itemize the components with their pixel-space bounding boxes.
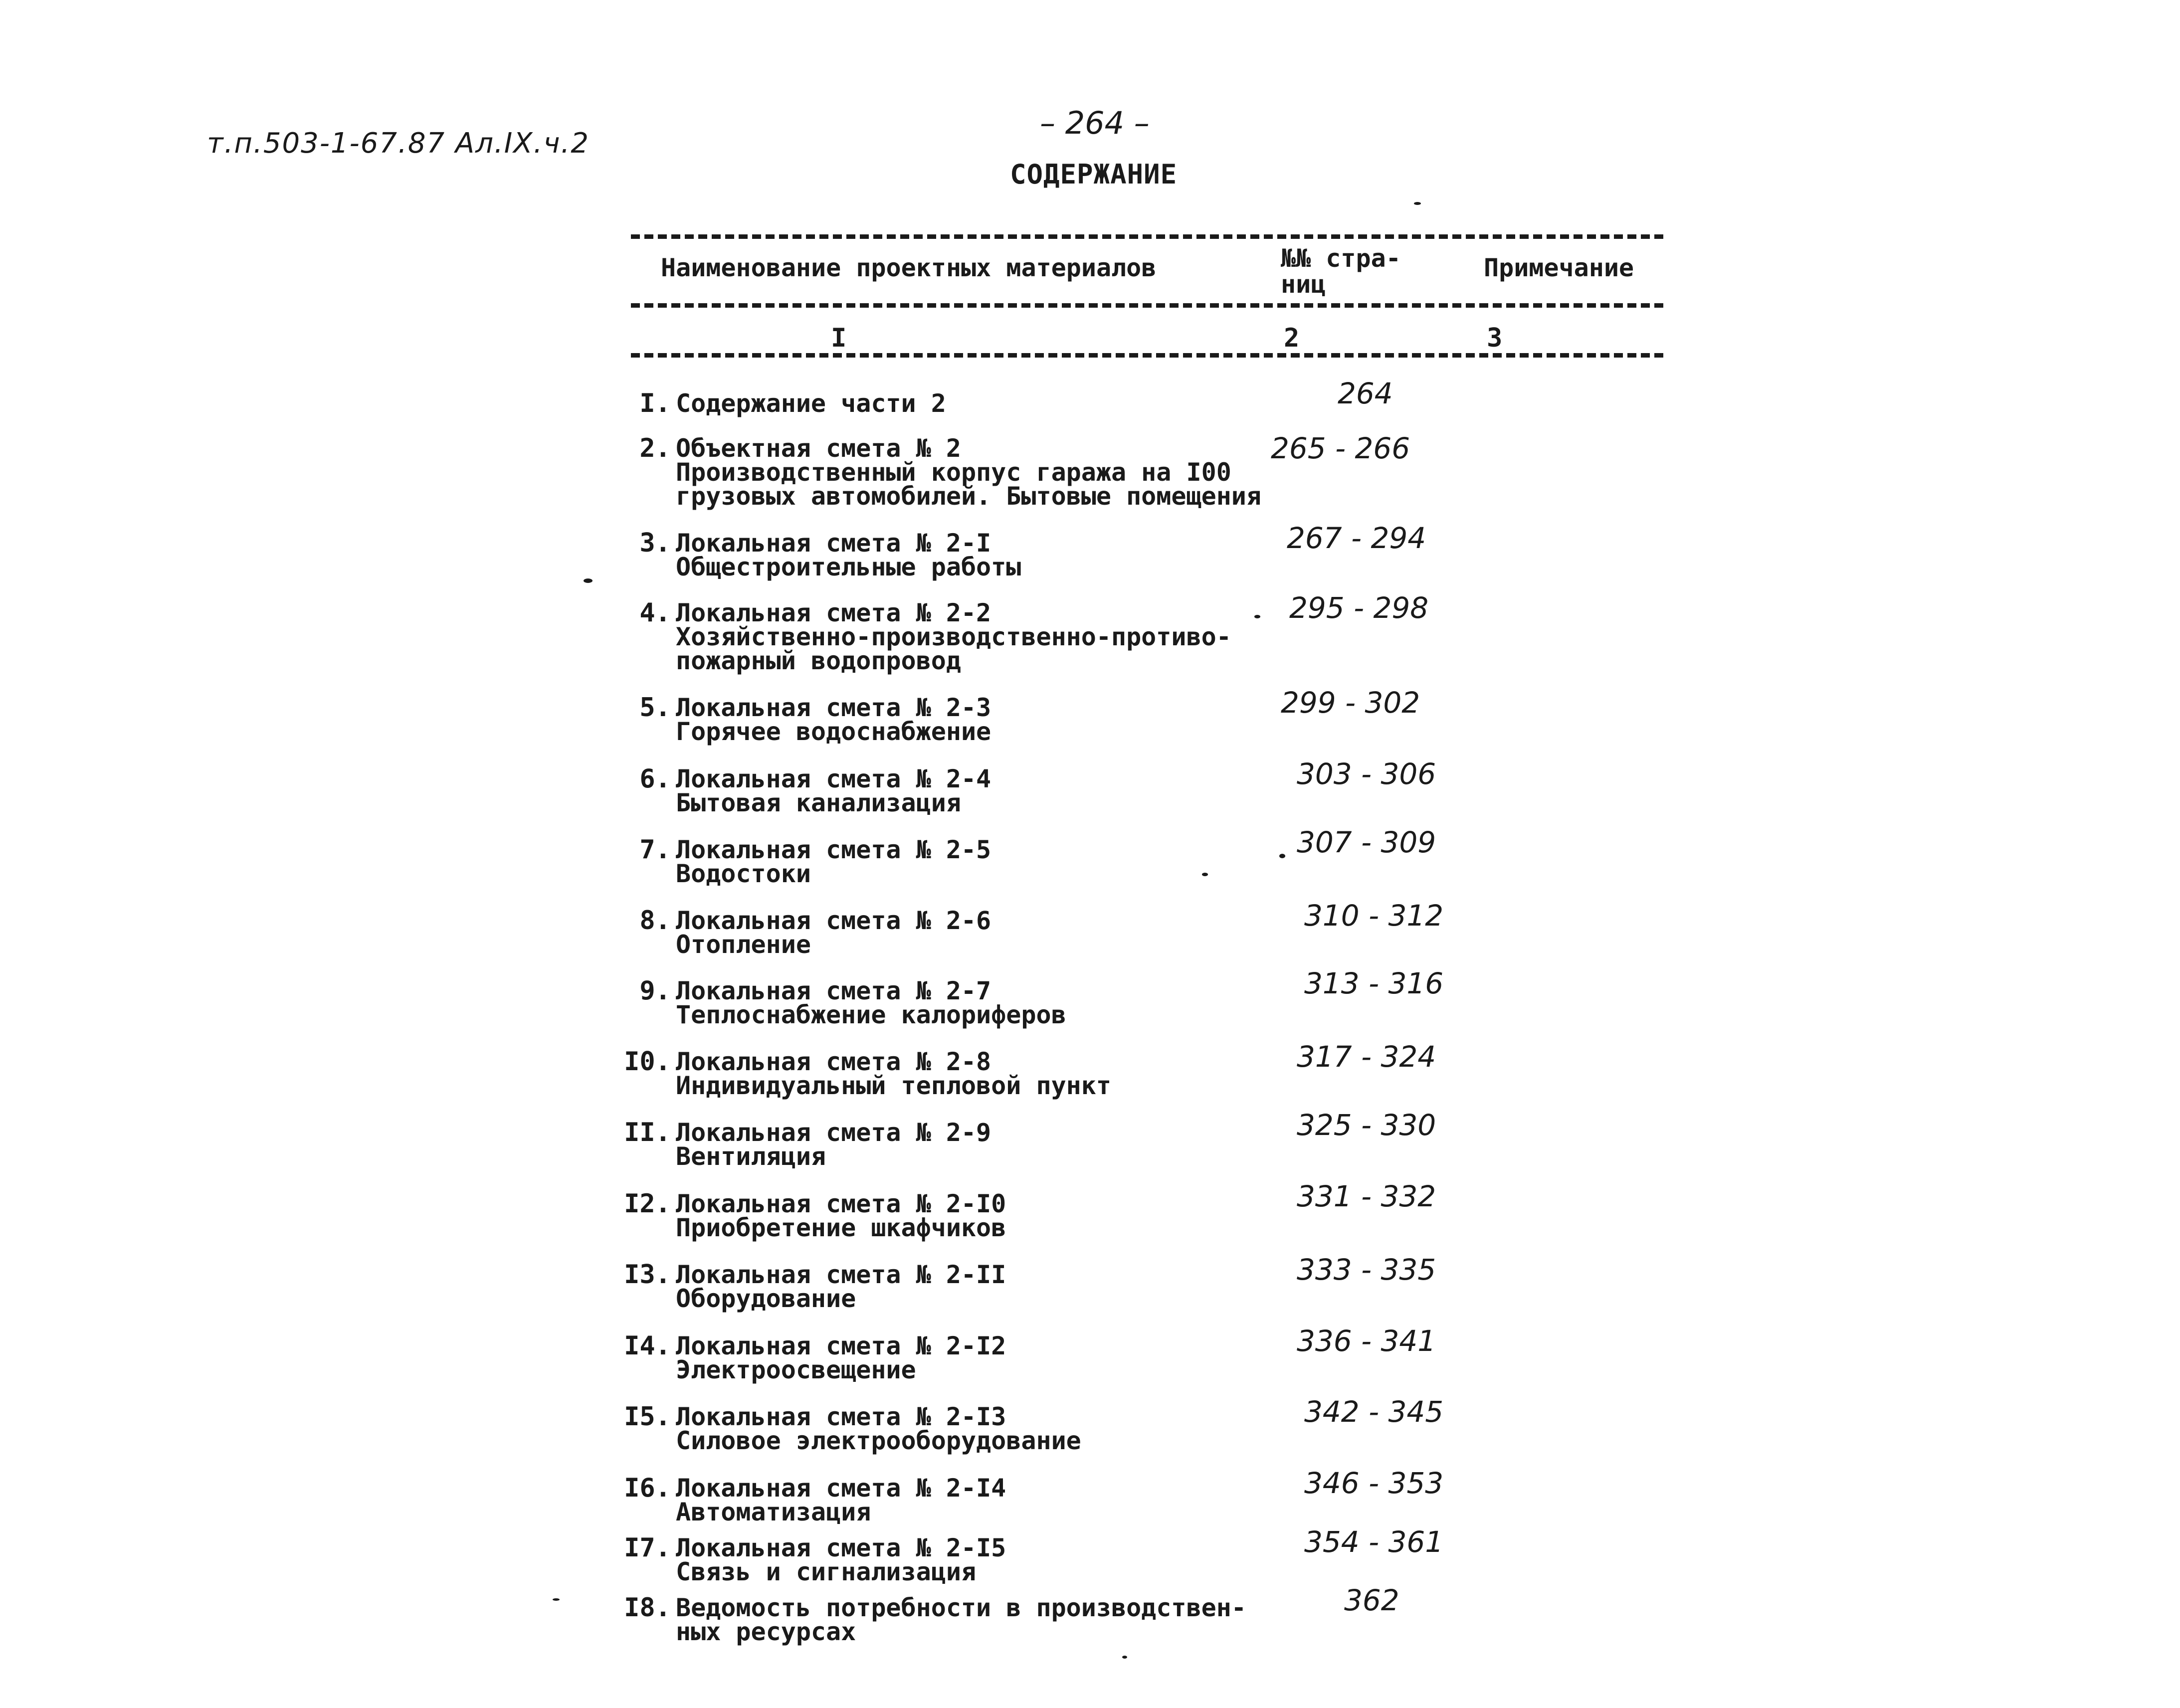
- row-number: 5.: [639, 693, 671, 723]
- row-number: I8.: [624, 1593, 671, 1623]
- row-title-line: Электроосвещение: [676, 1355, 916, 1384]
- row-title-line: грузовых автомобилей. Бытовые помещения: [676, 482, 1261, 511]
- row-title-line: Приобретение шкафчиков: [676, 1213, 1006, 1242]
- row-number: I5.: [624, 1402, 671, 1432]
- row-title: [676, 1047, 1111, 1100]
- row-title: [676, 531, 1021, 579]
- row-pages: 267 - 294: [1287, 521, 1426, 555]
- row-title-line: Производственный корпус гаража на I00: [676, 458, 1231, 487]
- row-pages: 307 - 309: [1297, 825, 1436, 859]
- row-title: [676, 976, 1066, 1029]
- row-pages: 331 - 332: [1297, 1179, 1436, 1213]
- row-title: [676, 1593, 1246, 1646]
- row-title-line: Локальная смета № 2-6: [676, 906, 991, 935]
- row-number: I4.: [624, 1331, 671, 1361]
- row-number: I2.: [624, 1189, 671, 1219]
- row-title-line: Вентиляция: [676, 1142, 826, 1171]
- scan-speck: [584, 578, 593, 583]
- row-pages: 333 - 335: [1297, 1253, 1436, 1287]
- row-pages: 310 - 312: [1304, 899, 1444, 933]
- row-title-line: Связь и сигнализация: [676, 1557, 977, 1586]
- row-title-line: Индивидуальный тепловой пункт: [676, 1071, 1111, 1100]
- row-number: I3.: [624, 1260, 671, 1290]
- scan-speck: [1122, 1656, 1127, 1659]
- row-title-line: Локальная смета № 2-4: [676, 764, 991, 793]
- row-title-line: Локальная смета № 2-5: [676, 835, 991, 864]
- row-number: 8.: [639, 906, 671, 936]
- row-pages: 354 - 361: [1304, 1525, 1444, 1559]
- table-top-rule: [631, 234, 1663, 239]
- row-title-line: Локальная смета № 2-3: [676, 693, 991, 722]
- row-title-line: Бытовая канализация: [676, 788, 961, 817]
- row-pages: 346 - 353: [1304, 1466, 1444, 1500]
- scan-speck: [1202, 873, 1208, 876]
- row-number: 3.: [639, 528, 671, 558]
- row-title: [676, 389, 946, 418]
- row-title: [676, 1533, 1006, 1586]
- column-header-pages-line1: №№ стра-: [1281, 244, 1401, 273]
- row-title: [676, 1402, 1081, 1455]
- row-number: 7.: [639, 835, 671, 865]
- row-title-line: Содержание части 2: [676, 389, 946, 418]
- row-title-line: Локальная смета № 2-2: [676, 598, 991, 627]
- row-title-line: Теплоснабжение калориферов: [676, 1000, 1066, 1029]
- scan-speck: [1254, 615, 1260, 618]
- scan-speck: [1279, 854, 1285, 858]
- document-title: СОДЕРЖАНИЕ: [1010, 159, 1178, 190]
- column-header-pages-line2: ниц: [1281, 270, 1326, 299]
- row-pages: 265 - 266: [1271, 431, 1410, 465]
- row-pages: 317 - 324: [1297, 1040, 1436, 1074]
- row-title: [676, 1189, 1006, 1242]
- row-title-line: Автоматизация: [676, 1498, 871, 1526]
- row-title: [676, 1476, 1006, 1524]
- document-stamp: т.п.503-1-67.87 Ал.IX.ч.2: [207, 127, 590, 160]
- row-number: 9.: [639, 976, 671, 1006]
- row-title: [676, 1260, 1006, 1313]
- row-title-line: Локальная смета № 2-I4: [676, 1474, 1006, 1503]
- header-separator-rule: [631, 303, 1663, 308]
- row-title-line: пожарный водопровод: [676, 646, 961, 675]
- column-header-note: Примечание: [1484, 253, 1634, 282]
- row-title-line: Локальная смета № 2-II: [676, 1260, 1006, 1289]
- row-title: [676, 906, 991, 959]
- column-number-2: 2: [1281, 323, 1302, 353]
- row-pages: 325 - 330: [1297, 1108, 1436, 1142]
- row-title-line: Локальная смета № 2-I0: [676, 1189, 1006, 1218]
- row-title-line: Локальная смета № 2-8: [676, 1047, 991, 1076]
- row-pages: 299 - 302: [1281, 686, 1420, 720]
- column-header-name: Наименование проектных материалов: [661, 253, 1157, 282]
- row-title-line: Объектная смета № 2: [676, 434, 961, 463]
- row-title: [676, 434, 1261, 511]
- row-title-line: Хозяйственно-производственно-противо-: [676, 622, 1231, 651]
- row-pages: 336 - 341: [1297, 1324, 1436, 1358]
- row-pages: 313 - 316: [1304, 966, 1444, 1000]
- row-number: I6.: [624, 1473, 671, 1503]
- row-title-line: Силовое электрооборудование: [676, 1426, 1081, 1455]
- row-title-line: Локальная смета № 2-9: [676, 1118, 991, 1147]
- row-number: 2.: [639, 433, 671, 463]
- row-number: I0.: [624, 1047, 671, 1077]
- row-title-line: Водостоки: [676, 859, 811, 888]
- row-pages: 303 - 306: [1297, 757, 1436, 791]
- row-pages: 342 - 345: [1304, 1395, 1444, 1429]
- column-number-rule: [631, 353, 1663, 358]
- row-title-line: Горячее водоснабжение: [676, 717, 991, 746]
- page-number: – 264 –: [1040, 105, 1150, 141]
- row-title: [676, 764, 991, 817]
- row-number: 4.: [639, 598, 671, 628]
- row-title-line: Локальная смета № 2-I2: [676, 1331, 1006, 1360]
- row-title-line: Отопление: [676, 930, 811, 959]
- row-title-line: Локальная смета № 2-I3: [676, 1402, 1006, 1431]
- column-number-1: I: [828, 323, 849, 353]
- row-title: [676, 693, 991, 746]
- row-number: II.: [624, 1118, 671, 1147]
- row-title-line: Ведомость потребности в производствен-: [676, 1593, 1246, 1622]
- row-title: [676, 1118, 991, 1171]
- row-title: [676, 1331, 1006, 1384]
- row-number: I.: [639, 388, 671, 418]
- column-number-3: 3: [1484, 323, 1505, 353]
- row-title: [676, 835, 991, 888]
- row-title-line: ных ресурсах: [676, 1617, 856, 1646]
- row-title-line: Общестроительные работы: [676, 553, 1021, 581]
- row-pages: 295 - 298: [1289, 591, 1429, 625]
- row-pages: 264: [1338, 377, 1393, 410]
- row-number: 6.: [639, 764, 671, 794]
- row-title-line: Оборудование: [676, 1284, 856, 1313]
- scan-speck: [1414, 202, 1421, 205]
- row-title-line: Локальная смета № 2-I5: [676, 1533, 1006, 1562]
- row-number: I7.: [624, 1533, 671, 1563]
- row-title-line: Локальная смета № 2-7: [676, 976, 991, 1005]
- row-pages: 362: [1344, 1583, 1399, 1617]
- row-title: [676, 598, 1231, 675]
- scan-speck: [553, 1598, 560, 1601]
- row-title-line: Локальная смета № 2-I: [676, 529, 991, 558]
- column-header-pages: [1281, 245, 1401, 297]
